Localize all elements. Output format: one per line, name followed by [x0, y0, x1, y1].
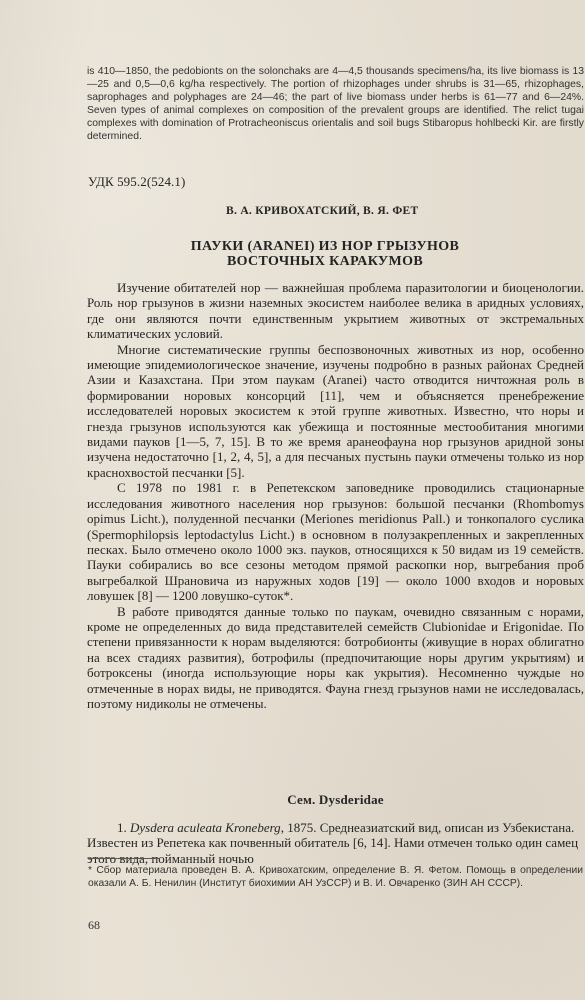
- footnote-text: * Сбор материала проведен В. А. Кривохатским, определение В. Я. Фетом. Помощь в определении оказали А. Б. Ненилин (Институт биохимии АН УзССР) и В. И. Овчаренко (ЗИН АН СССР).: [88, 865, 583, 889]
- species-entry: [87, 820, 584, 866]
- page-number: 68: [88, 918, 100, 932]
- species-description: , 1875. Среднеазиатский вид, описан из Узбекистана. Известен из Репетека как почвенный обитатель [6, 14]. Нами отмечен только один самец этого вида, пойманный ночью: [87, 820, 579, 866]
- footnote-separator: [88, 858, 160, 859]
- article-body: [87, 280, 584, 866]
- family-heading: Сем. Dysderidae: [287, 792, 384, 807]
- article-title-line-2: ВОСТОЧНЫХ КАРАКУМОВ: [226, 254, 424, 269]
- article-title-line-1: ПАУКИ (ARANEI) ИЗ НОР ГРЫЗУНОВ: [190, 239, 460, 254]
- species-name: Dysdera aculeata Kroneberg: [130, 820, 281, 835]
- body-paragraph-2: Многие систематические группы беспозвоночных животных из нор, особенно имеющие эпидемиологическое значение, изучены подробно в разных районах Средней Азии и Казахстана. При этом паукам (Aranei) часто отводится ничтожная роль в формировании норовых консорций [11], чем и объясняется пренебрежение исследователей норовых экосистем к этой группе животных. Известно, что норы и гнезда грызунов используются как убежища и постоянные местообитания многими видами пауков [1—5, 7, 15]. В то же время аранеофауна нор грызунов аридной зоны изучена недостаточно [1, 2, 4, 5], а для песчаных пустынь пауки отмечены только из нор краснохвостой песчанки [5].: [87, 341, 584, 480]
- body-paragraph-4: В работе приводятся данные только по паукам, очевидно связанным с норами, кроме не определенных до вида представителей семейств Clubionidae и Erigonidae. По степени привязанности к норам выделяются: ботробионты (живущие в норах облигатно на всех стадиях развития), ботрофилы (предпочитающие норы другим укрытиям) и ботроксены (иногда использующие норы как укрытия). Несомненно чуждые но отмеченные в норах виды, не приводятся. Фауна гнезд грызунов нами не исследовалась, поэтому нидиколы не отмечены.: [87, 603, 584, 711]
- abstract-text-block: [87, 66, 584, 143]
- body-paragraph-1: Изучение обитателей нор — важнейшая проблема паразитологии и биоценологии. Роль нор грызунов в жизни наземных экосистем наиболее велика в аридных условиях, где они являются почти единственным укрытием животных от экстремальных климатических условий.: [87, 280, 584, 342]
- abstract-paragraph: is 410—1850, the pedobionts on the solonchaks are 4—4,5 thousands specimens/ha, its live biomass is 13—25 and 0,5—0,6 kg/ha respectively. The portion of rhizophages under shrubs is 31—65, rhizophages, saprophages and polyphages are 24—46; the part of live biomass under herbs is 61—77 and 6—24%. Seven types of animal complexes on composition of the prevalent groups are identified. The relict tugai complexes with domination of Protracheoniscus orientalis and soil bugs Stibaropus hohlbecki Kir. are firstly determined.: [87, 66, 584, 142]
- udk-code: УДК 595.2(524.1): [88, 174, 186, 189]
- article-authors: В. А. КРИВОХАТСКИЙ, В. Я. ФЕТ: [226, 205, 419, 217]
- article-title: [155, 239, 495, 269]
- body-paragraph-3: С 1978 по 1981 г. в Репетекском заповеднике проводились стационарные исследования животного населения нор грызунов: большой песчанки (Rhombomys opimus Licht.), полуденной песчанки (Meriones meridionus Pall.) и тонкопалого суслика (Spermophilopsis leptodactylus Licht.) в основном в полузакрепленных и закрепленных песках. Было отмечено около 1000 экз. пауков, относящихся к 50 видам из 19 семейств. Пауки собирались во все сезоны методом прямой раскопки нор, выгребания проб выгребалкой Шрановича из наружных ходов [19] — около 1000 входов и норовых ловушек [8] — 1200 ловушко-суток*.: [87, 480, 584, 604]
- species-number: 1.: [117, 820, 127, 835]
